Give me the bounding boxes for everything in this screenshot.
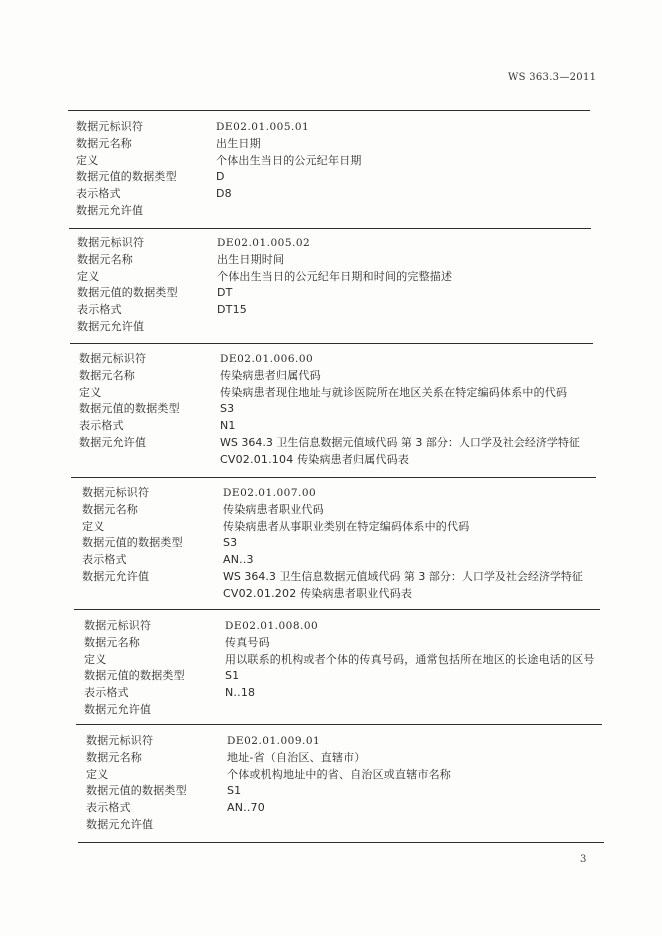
data-element-entry: [82, 485, 602, 603]
data-type-row: [82, 535, 602, 552]
data-type-row: [79, 401, 599, 418]
data-element-entry: [77, 235, 577, 336]
format-value: DT15: [217, 303, 247, 317]
identifier-label: 数据元标识符: [76, 120, 144, 133]
definition-label: 定义: [77, 269, 100, 283]
name-value: 地址-省（自治区、直辖市）: [227, 750, 366, 764]
name-row: [79, 368, 599, 385]
allowed-values-label: 数据元允许值: [79, 435, 147, 449]
data-type-value: S1: [225, 669, 240, 683]
divider-rule: [68, 110, 590, 111]
format-row: [79, 418, 599, 435]
definition-value: 传染病患者从事职业类别在特定编码体系中的代码: [223, 519, 470, 533]
definition-value: 个体或机构地址中的省、自治区或直辖市名称: [227, 767, 451, 781]
allowed-values-value-continued: CV02.01.202 传染病患者职业代码表: [223, 586, 413, 600]
allowed-values-row: [84, 702, 604, 719]
data-type-label: 数据元值的数据类型: [86, 784, 187, 798]
data-type-label: 数据元值的数据类型: [82, 536, 183, 550]
format-value: AN..3: [223, 553, 254, 567]
definition-row: [86, 767, 586, 784]
name-value: 出生日期: [216, 136, 261, 150]
name-label: 数据元名称: [86, 750, 142, 764]
divider-rule: [78, 842, 604, 843]
definition-value: 用以联系的机构或者个体的传真号码，通常包括所在地区的长途电话的区号: [225, 652, 595, 666]
data-type-row: [84, 668, 604, 685]
divider-rule: [74, 609, 600, 610]
name-label: 数据元名称: [76, 136, 132, 150]
identifier-value: DE02.01.006.00: [220, 353, 314, 365]
allowed-values-label: 数据元允许值: [82, 569, 150, 583]
name-value: 出生日期时间: [217, 252, 285, 266]
name-value: 传染病患者归属代码: [220, 368, 321, 382]
name-label: 数据元名称: [82, 502, 138, 516]
name-row: [86, 750, 586, 767]
format-label: 表示格式: [82, 553, 127, 567]
identifier-value: DE02.01.009.01: [227, 735, 321, 747]
definition-label: 定义: [84, 652, 107, 666]
allowed-values-row: [86, 817, 586, 834]
allowed-values-label: 数据元允许值: [86, 817, 154, 831]
allowed-values-row: [79, 435, 599, 452]
data-type-label: 数据元值的数据类型: [77, 286, 178, 300]
definition-label: 定义: [82, 519, 105, 533]
format-label: 表示格式: [86, 801, 131, 815]
identifier-row: [86, 733, 586, 750]
divider-rule: [76, 724, 602, 725]
format-row: [86, 800, 586, 817]
identifier-row: [84, 618, 604, 635]
data-type-row: [86, 783, 586, 800]
identifier-row: [82, 485, 602, 502]
allowed-values-label: 数据元允许值: [84, 702, 152, 716]
identifier-row: [77, 235, 577, 252]
name-value: 传染病患者职业代码: [223, 502, 324, 516]
data-element-entry: [79, 351, 599, 469]
data-type-row: [76, 169, 576, 186]
definition-label: 定义: [79, 385, 102, 399]
format-label: 表示格式: [77, 303, 122, 317]
identifier-label: 数据元标识符: [82, 486, 150, 499]
name-label: 数据元名称: [79, 368, 135, 382]
data-type-value: D: [216, 170, 225, 184]
identifier-row: [76, 119, 576, 136]
data-type-value: S1: [227, 784, 242, 798]
name-row: [84, 635, 604, 652]
allowed-values-label: 数据元允许值: [76, 203, 144, 217]
definition-value: 个体出生当日的公元纪年日期: [216, 153, 362, 167]
format-value: N..18: [225, 686, 256, 700]
format-value: D8: [216, 187, 232, 201]
identifier-label: 数据元标识符: [86, 734, 154, 747]
format-value: N1: [220, 419, 236, 433]
definition-value: 个体出生当日的公元纪年日期和时间的完整描述: [217, 269, 453, 283]
definition-row: [79, 385, 599, 402]
allowed-values-row: [76, 203, 576, 220]
name-row: [77, 252, 577, 269]
allowed-values-row: [82, 569, 602, 586]
allowed-values-value-continued: CV02.01.104 传染病患者归属代码表: [220, 452, 410, 466]
data-type-value: S3: [223, 536, 238, 550]
format-row: [82, 552, 602, 569]
allowed-values-label: 数据元允许值: [77, 319, 145, 333]
definition-row: [84, 652, 604, 669]
identifier-row: [79, 351, 599, 368]
identifier-value: DE02.01.005.02: [217, 237, 311, 249]
format-label: 表示格式: [79, 419, 124, 433]
data-element-entry: [84, 618, 604, 719]
data-type-label: 数据元值的数据类型: [84, 669, 185, 683]
divider-rule: [69, 228, 591, 229]
data-element-entry: [86, 733, 586, 834]
definition-value: 传染病患者现住地址与就诊医院所在地区关系在特定编码体系中的代码: [220, 385, 568, 399]
allowed-values-row-continued: [79, 452, 599, 469]
identifier-label: 数据元标识符: [77, 236, 145, 249]
format-row: [76, 186, 576, 203]
allowed-values-row-continued: [82, 586, 602, 603]
definition-row: [77, 269, 577, 286]
definition-row: [82, 519, 602, 536]
data-type-value: S3: [220, 402, 235, 416]
format-label: 表示格式: [84, 686, 129, 700]
name-row: [82, 502, 602, 519]
name-label: 数据元名称: [84, 635, 140, 649]
name-value: 传真号码: [225, 635, 270, 649]
allowed-values-row: [77, 319, 577, 336]
allowed-values-value: WS 364.3 卫生信息数据元值域代码 第 3 部分：人口学及社会经济学特征: [220, 435, 580, 449]
identifier-value: DE02.01.007.00: [223, 487, 317, 499]
definition-row: [76, 153, 576, 170]
data-type-label: 数据元值的数据类型: [79, 402, 180, 416]
data-type-value: DT: [217, 286, 233, 300]
allowed-values-value: WS 364.3 卫生信息数据元值域代码 第 3 部分：人口学及社会经济学特征: [223, 569, 583, 583]
format-label: 表示格式: [76, 187, 121, 201]
definition-label: 定义: [76, 153, 99, 167]
data-type-row: [77, 285, 577, 302]
page-number: 3: [580, 854, 587, 865]
format-value: AN..70: [227, 801, 265, 815]
data-element-entry: [76, 119, 576, 220]
standard-code: WS 363.3—2011: [508, 72, 597, 83]
format-row: [84, 685, 604, 702]
data-type-label: 数据元值的数据类型: [76, 170, 177, 184]
definition-label: 定义: [86, 767, 109, 781]
identifier-label: 数据元标识符: [79, 352, 147, 365]
name-label: 数据元名称: [77, 252, 133, 266]
identifier-value: DE02.01.008.00: [225, 620, 319, 632]
identifier-label: 数据元标识符: [84, 619, 152, 632]
divider-rule: [71, 477, 596, 478]
divider-rule: [70, 343, 593, 344]
format-row: [77, 302, 577, 319]
identifier-value: DE02.01.005.01: [216, 121, 310, 133]
name-row: [76, 136, 576, 153]
